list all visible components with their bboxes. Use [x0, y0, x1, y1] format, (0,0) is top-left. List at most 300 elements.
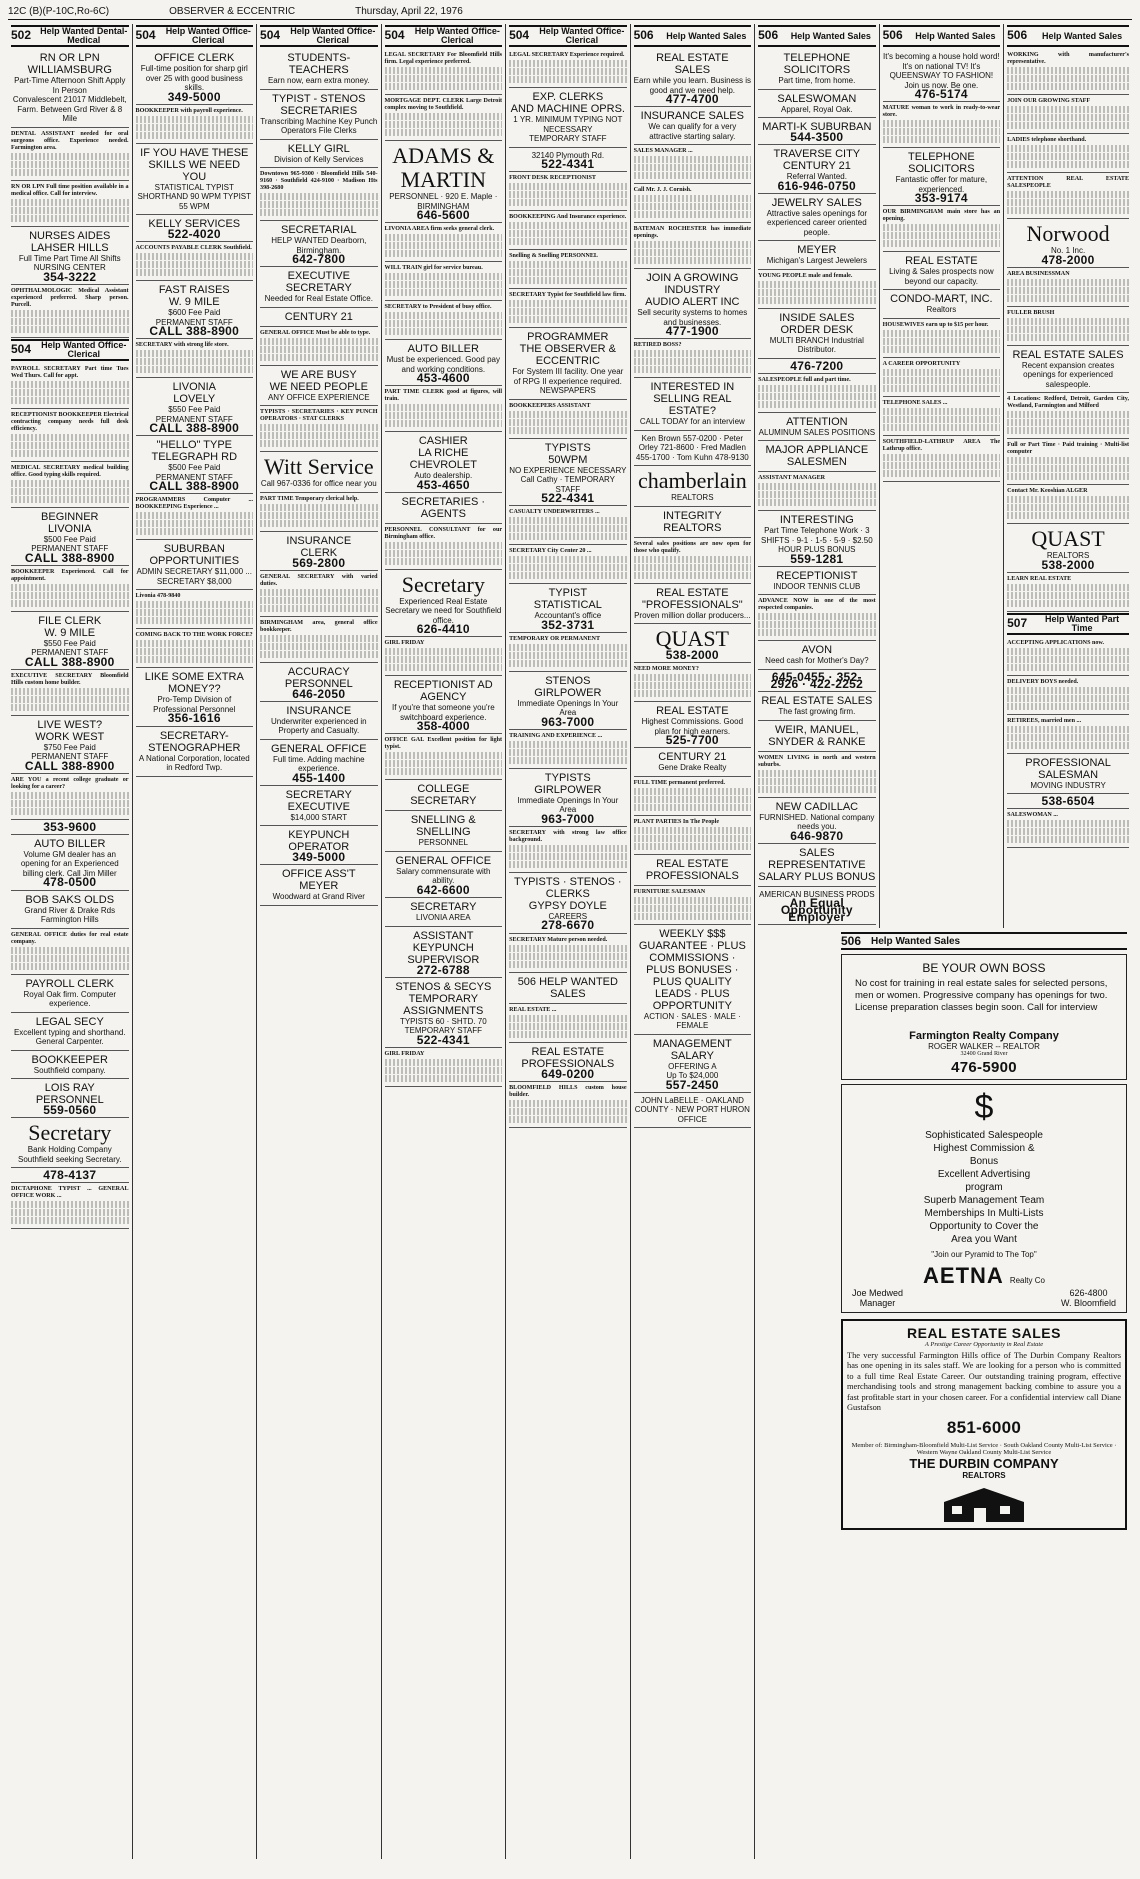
- ad-subhead: Need cash for Mother's Day?: [765, 656, 869, 666]
- ad-subhead: Michigan's Largest Jewelers: [766, 256, 867, 266]
- classified-ad: [136, 669, 254, 726]
- ad-headline: REAL ESTATE: [656, 705, 729, 718]
- ad-subhead-2: PERMANENT STAFF: [155, 317, 233, 327]
- fine-print-line: [758, 613, 876, 620]
- fine-print-line: [509, 191, 627, 198]
- classified-ad: [11, 182, 129, 227]
- fine-print-line: [1007, 161, 1129, 168]
- fine-print-line: [883, 470, 1001, 477]
- fine-print-line: [509, 1116, 627, 1123]
- ad-headline: SECRETARY: [285, 788, 352, 801]
- ad-headline: LOIS RAY PERSONNEL: [35, 1082, 104, 1107]
- section-title: Help Wanted Office-Clerical: [41, 339, 127, 359]
- classified-ad: [758, 888, 876, 926]
- fine-print-line: [1007, 600, 1129, 607]
- ad-headline-2: SOLICITORS: [908, 163, 975, 176]
- fine-print-line: [1007, 279, 1129, 286]
- fine-print-line: [260, 520, 378, 527]
- ad-subhead: MOVING INDUSTRY: [1030, 780, 1106, 790]
- boss-address: 32400 Grand River: [960, 1051, 1008, 1057]
- durbin-members: Member of: Birmingham-Bloomfield Multi-List Service · South Oakland County Multi-List Service · Western Wayne Oakland County Multi-List Service: [851, 1441, 1117, 1456]
- ad-body: SALESPEOPLE full and part time.: [758, 376, 851, 383]
- classified-ad: [260, 664, 378, 702]
- classified-ad: [883, 50, 1001, 102]
- ad-phone: 478-4137: [43, 1168, 97, 1183]
- classified-ad: [260, 453, 378, 493]
- ad-headline: TYPISTS: [544, 771, 591, 784]
- ad-headline: WEIR, MANUEL,: [774, 723, 859, 736]
- aetna-manager-block: [852, 1288, 903, 1308]
- fine-print-line: [385, 281, 503, 288]
- ad-subhead: Apparel, Royal Oak.: [781, 104, 853, 114]
- fine-print-line: [883, 338, 1001, 345]
- ad-subhead: STATISTICAL TYPIST SHORTHAND 90 WPM TYPIST 55 WPM: [137, 182, 252, 211]
- column-1: [8, 24, 133, 1859]
- fine-print-line: [136, 350, 254, 357]
- ad-headline: KELLY SERVICES: [148, 218, 241, 231]
- ad-body: LEGAL SECRETARY Experience required.: [509, 52, 625, 58]
- classified-ad: [136, 630, 254, 668]
- fine-print-line: [385, 234, 503, 241]
- ad-phone: CALL 388-8900: [24, 654, 115, 669]
- ad-body: OFFICE GAL Excellent position for light typist.: [384, 737, 503, 751]
- ad-headline: AUTO BILLER: [407, 343, 479, 356]
- fine-print-line: [1007, 504, 1129, 511]
- fine-print-line: [883, 136, 1001, 143]
- classified-ad: [758, 375, 876, 413]
- ad-headline-2: LOVELY: [173, 393, 216, 406]
- fine-print-line: [385, 289, 503, 296]
- fine-print-line: [634, 572, 752, 579]
- ad-phone: 538-6504: [1041, 794, 1095, 809]
- ad-phone: 642-6600: [416, 882, 470, 897]
- ad-headline-2: W. 9 MILE: [168, 296, 220, 309]
- fine-print-line: [1007, 419, 1129, 426]
- classified-ad: [11, 50, 129, 128]
- fine-print-line: [260, 338, 378, 345]
- ad-body: FURNITURE SALESMAN: [633, 888, 706, 895]
- classified-ad: [883, 320, 1001, 358]
- fine-print-line: [11, 397, 129, 404]
- boss-body: No cost for training in real estate sales for selected persons, men or women. Progressive company has openings for two. License preparation classes begin soon. Call for interview: [855, 978, 1108, 1013]
- ad-subhead: ANY OFFICE EXPERIENCE: [267, 392, 370, 402]
- classified-ad: [758, 596, 876, 641]
- classified-ad: [758, 442, 876, 472]
- fine-print-line: [136, 269, 254, 276]
- fine-print-line: [260, 346, 378, 353]
- ad-phone: 353-9600: [43, 819, 97, 834]
- classified-ad: [509, 935, 627, 973]
- fine-print-line: [1007, 512, 1129, 519]
- ad-headline: STENOS: [545, 674, 591, 687]
- display-ads-block: [838, 928, 1130, 1873]
- fine-print-line: [260, 354, 378, 361]
- classified-ad: [1007, 486, 1129, 524]
- fine-print-line: [634, 804, 752, 811]
- classified-ad: [509, 329, 627, 400]
- boss-phone: 476-5900: [951, 1059, 1017, 1076]
- classified-ad: [136, 340, 254, 378]
- classified-ad: [509, 251, 627, 289]
- aetna-location: W. Bloomfield: [1060, 1297, 1116, 1308]
- fine-print-line: [1007, 114, 1129, 121]
- ad-subhead: The fast growing firm.: [778, 707, 856, 717]
- ad-headline: SECRETARY-: [159, 729, 229, 742]
- classified-ad: [260, 222, 378, 267]
- ad-headline-2: TELEGRAPH RD: [151, 451, 238, 464]
- ad-headline: REAL ESTATE SALES: [1012, 348, 1124, 361]
- fine-print-line: [11, 434, 129, 441]
- ad-subhead-2: PERMANENT STAFF: [155, 472, 233, 482]
- fine-print-line: [634, 827, 752, 834]
- fine-print-line: [11, 704, 129, 711]
- classified-ad: [385, 525, 503, 570]
- ad-subhead: $600 Fee Paid: [168, 308, 221, 318]
- fine-print-line: [11, 496, 129, 503]
- fine-print-line: [11, 600, 129, 607]
- ad-headline: MARTI-K SUBURBAN: [762, 121, 872, 133]
- classified-ad: [758, 310, 876, 359]
- fine-print-line: [509, 419, 627, 426]
- ad-headline-2: SALES: [674, 64, 711, 76]
- column-3: [257, 24, 382, 1859]
- fine-print-line: [1007, 703, 1129, 710]
- fine-print-line: [1007, 836, 1129, 843]
- ad-headline: PROGRAMMER: [527, 331, 609, 344]
- fine-print-line: [385, 760, 503, 767]
- fine-print-line: [758, 401, 876, 408]
- fine-print-line: [385, 1059, 503, 1066]
- fine-print-line: [758, 393, 876, 400]
- classified-ad: [11, 509, 129, 566]
- fine-print-line: [385, 752, 503, 759]
- fine-print-line: [1007, 75, 1129, 82]
- ad-phone: 354-3222: [43, 269, 97, 284]
- issue-date: Thursday, April 22, 1976: [355, 6, 463, 17]
- classified-ad: [1007, 220, 1129, 268]
- ad-subhead: Underwriter experienced in Property and Casualty.: [270, 716, 367, 736]
- classified-ad: [11, 1169, 129, 1183]
- classified-ad: [260, 827, 378, 865]
- fine-print-line: [509, 427, 627, 434]
- ad-subhead: Needed for Real Estate Office.: [264, 294, 373, 304]
- ad-headline-2: TEMPORARY ASSIGNMENTS: [403, 992, 484, 1017]
- fine-print-line: [883, 385, 1001, 392]
- fine-print-line: [634, 211, 752, 218]
- ad-headline: BEGINNER: [41, 510, 99, 523]
- fine-print-line: [1007, 67, 1129, 74]
- ad-body: Full or Part Time · Paid training · Multi-list computer: [1007, 442, 1130, 456]
- classified-ad: [509, 173, 627, 211]
- classified-ad: [260, 50, 378, 90]
- fine-print-line: [509, 556, 627, 563]
- fine-print-line: [634, 249, 752, 256]
- ad-subhead-2: PERMANENT STAFF: [31, 648, 109, 658]
- fine-print-line: [883, 377, 1001, 384]
- ad-logo: Secretary: [401, 571, 485, 597]
- classified-ad: [634, 467, 752, 507]
- classified-ad: [385, 1049, 503, 1087]
- ad-headline-2: KEYPUNCH SUPERVISOR: [407, 941, 480, 966]
- fine-print-line: [11, 792, 129, 799]
- classified-ad: [11, 821, 129, 835]
- ad-headline-2: AUDIO ALERT INC: [645, 296, 740, 309]
- section-title: Help Wanted Office-Clerical: [165, 26, 251, 45]
- fine-print-line: [136, 116, 254, 123]
- classified-ad: [883, 207, 1001, 252]
- section-number: 507: [1007, 616, 1028, 631]
- ad-body: BATEMAN ROCHESTER has immediate openings.: [633, 226, 752, 240]
- classified-ad: [758, 91, 876, 119]
- ad-phone: CALL 388-8900: [24, 758, 115, 773]
- ad-headline: TELEPHONE: [908, 151, 975, 164]
- fine-print-line: [509, 953, 627, 960]
- ad-subhead: Bank Holding Company Southfield seeking Secretary.: [18, 1145, 122, 1164]
- classified-ad: [11, 286, 129, 338]
- fine-print-line: [11, 381, 129, 388]
- ad-phone: 626-4410: [416, 622, 470, 637]
- classified-ad: [509, 770, 627, 827]
- fine-print-line: [11, 947, 129, 954]
- ad-headline-2: ORDER DESK: [780, 323, 854, 336]
- fine-print-line: [385, 113, 503, 120]
- fine-print-line: [385, 320, 503, 327]
- ad-logo: Secretary: [28, 1120, 112, 1146]
- ad-phone: 476-7200: [790, 358, 844, 373]
- section-number: 506: [758, 28, 779, 43]
- fine-print-line: [634, 172, 752, 179]
- ad-phone: 278-6670: [541, 918, 595, 933]
- ad-subhead: Attractive sales openings for experienced career oriented people.: [766, 208, 868, 237]
- ad-headline: MANAGEMENT: [652, 1037, 732, 1050]
- fine-print-line: [509, 652, 627, 659]
- fine-print-line: [385, 404, 503, 411]
- ad-subhead: REALTORS: [671, 493, 714, 503]
- classified-ad: [509, 1005, 627, 1043]
- fine-print-line: [634, 358, 752, 365]
- classified-ad: [883, 291, 1001, 319]
- classified-ad: [758, 473, 876, 511]
- classified-ad: [509, 212, 627, 250]
- aetna-brand-sub: Realty Co: [1009, 1275, 1045, 1285]
- fine-print-line: [385, 664, 503, 671]
- ad-phone: 272-6788: [416, 962, 470, 977]
- fine-print-line: [1007, 828, 1129, 835]
- fine-print-line: [136, 261, 254, 268]
- classified-ad: [385, 341, 503, 386]
- ad-headline-2: 50WPM: [548, 453, 588, 466]
- fine-print-line: [1007, 742, 1129, 749]
- classified-ad: [385, 50, 503, 95]
- ad-headline-2: LAHSER HILLS: [30, 241, 109, 254]
- fine-print-line: [509, 277, 627, 284]
- ad-body: FULL TIME permanent preferred.: [633, 779, 725, 786]
- classified-ad: [883, 437, 1001, 482]
- classified-ad: [136, 728, 254, 777]
- fine-print-line: [11, 1209, 129, 1216]
- ad-logo: QUAST: [655, 626, 729, 652]
- pyramid-line: Highest Commission & Bonus: [933, 1143, 1035, 1167]
- ad-headline: JOIN A GROWING INDUSTRY: [646, 272, 739, 297]
- fine-print-line: [260, 597, 378, 604]
- ad-headline: FAST RAISES: [158, 284, 230, 297]
- ad-headline-2: SALARY PLUS BONUS: [758, 870, 876, 883]
- fine-print-line: [1007, 106, 1129, 113]
- section-header: [509, 25, 627, 47]
- ad-headline-2: WE NEED PEOPLE: [269, 380, 368, 393]
- classified-ad: [11, 775, 129, 820]
- ad-phone: 522-4341: [541, 491, 595, 506]
- ad-body: RN OR LPN Full time position available in a medical office. Call for interview.: [11, 183, 129, 197]
- classified-ad: [385, 571, 503, 638]
- fine-print-line: [11, 963, 129, 970]
- classified-ad: [883, 253, 1001, 290]
- aetna-phone-block: [1061, 1288, 1116, 1308]
- classified-ad: [260, 407, 378, 452]
- fine-print-line: [11, 450, 129, 457]
- classified-ad: [260, 703, 378, 740]
- classified-ad: [509, 290, 627, 328]
- ad-subhead: CALL TODAY for an interview: [639, 417, 745, 427]
- ad-headline-2: EXECUTIVE: [287, 800, 350, 813]
- boss-person: ROGER WALKER -- REALTOR: [928, 1041, 1040, 1051]
- ad-subhead: Ken Brown 557-0200 · Peter Orley 721-8600 · Fred Madlen 455-1700 · Tom Kuhn 478-9130: [635, 433, 749, 462]
- classified-ad: [385, 638, 503, 676]
- ad-body: BOOKKEEPING And Insurance experience.: [509, 214, 627, 221]
- classified-ad: [634, 108, 752, 145]
- fine-print-line: [883, 424, 1001, 431]
- house-logo-icon: [934, 1484, 1034, 1524]
- classified-ad: [634, 539, 752, 584]
- fine-print-line: [883, 462, 1001, 469]
- fine-print-line: [385, 648, 503, 655]
- classified-ad: [509, 731, 627, 769]
- ad-headline: NURSES AIDES: [29, 229, 111, 242]
- ad-body: MATURE woman to work in ready-to-wear store.: [882, 105, 1001, 119]
- classified-ad: [509, 507, 627, 545]
- ad-subhead: Realtors: [926, 305, 957, 315]
- classified-ad: [11, 671, 129, 716]
- ad-headline-2: REALTORS: [663, 521, 722, 534]
- classified-ad: [509, 585, 627, 633]
- fine-print-line: [1007, 457, 1129, 464]
- ad-headline: 506 HELP WANTED SALES: [517, 975, 618, 1000]
- ad-subhead: Woodward at Grand River: [272, 892, 365, 902]
- ad-headline: TYPIST - STENOS: [272, 92, 366, 105]
- classified-ad: [634, 1036, 752, 1093]
- durbin-title: REAL ESTATE SALES: [907, 1324, 1061, 1341]
- classified-ad: [260, 328, 378, 366]
- pyramid-list: [919, 1129, 1049, 1246]
- ad-headline-2: SECRETARIES: [280, 104, 358, 117]
- section-header: [883, 25, 1001, 47]
- classified-ad: [1007, 174, 1129, 219]
- classified-ad: [634, 703, 752, 748]
- ad-body: PROGRAMMERS Computer ... BOOKKEEPING Experience ...: [135, 497, 254, 511]
- classified-ad: [136, 541, 254, 590]
- classified-ad: [509, 1044, 627, 1082]
- paper-name: OBSERVER & ECCENTRIC: [169, 6, 296, 17]
- ad-body: FULLER BRUSH: [1007, 309, 1055, 316]
- ad-body: NEED MORE MONEY?: [633, 666, 699, 673]
- durbin-ad: [841, 1319, 1127, 1531]
- ad-subhead: $14,000 START: [290, 812, 348, 822]
- fine-print-line: [385, 83, 503, 90]
- classified-ad: [634, 1094, 752, 1129]
- classified-ad: [136, 106, 254, 144]
- classified-ad: [758, 119, 876, 145]
- fine-print-line: [758, 491, 876, 498]
- classified-ad: [260, 91, 378, 140]
- ad-headline: WE ARE BUSY: [280, 368, 357, 381]
- fine-print-line: [758, 499, 876, 506]
- ad-phone: 569-2800: [292, 555, 346, 570]
- fine-print-line: [509, 76, 627, 83]
- fine-print-line: [1007, 687, 1129, 694]
- section-header: [385, 25, 503, 47]
- classified-ad: [509, 401, 627, 439]
- fine-print-line: [1007, 318, 1129, 325]
- classified-ad: [385, 494, 503, 524]
- ad-phone: 522-4341: [541, 157, 595, 171]
- classified-ad: [758, 512, 876, 567]
- ad-headline: TYPISTS · STENOS · CLERKS: [514, 875, 622, 900]
- classified-ad: [758, 568, 876, 596]
- classified-ad: [11, 613, 129, 670]
- fine-print-line: [11, 207, 129, 214]
- ad-headline: MEYER: [797, 244, 837, 257]
- section-number: 504: [11, 342, 32, 357]
- fine-print-line: [634, 835, 752, 842]
- fine-print-line: [1007, 199, 1129, 206]
- fine-print-line: [509, 411, 627, 418]
- classified-ad: [260, 309, 378, 327]
- ad-body: RETIREES, married men ...: [1007, 717, 1082, 724]
- ad-headline-2: MEYER: [299, 880, 339, 893]
- fine-print-line: [509, 60, 627, 67]
- ad-headline-2: PROFESSIONALS: [521, 1057, 615, 1070]
- ad-subhead-2: TEMPORARY STAFF: [529, 134, 607, 143]
- fine-print-line: [11, 584, 129, 591]
- section-title: Help Wanted Sales: [1041, 30, 1123, 41]
- fine-print-line: [136, 253, 254, 260]
- fine-print-line: [11, 326, 129, 333]
- pyramid-line: Opportunity to Cover the Area you Want: [929, 1221, 1039, 1245]
- section-number: 506: [882, 28, 903, 43]
- ad-subhead-2: Up To $24,000: [666, 1071, 719, 1081]
- ad-body: PAYROLL SECRETARY Part time Tues Wed Thurs. Call for appt.: [11, 365, 129, 379]
- ad-phone: 477-1900: [665, 324, 719, 339]
- ad-subhead: Living & Sales prospects now beyond our capacity.: [889, 267, 994, 286]
- durbin-subtitle: A Prestige Career Opportunity in Real Estate: [924, 1340, 1044, 1348]
- ad-headline-2: CLERK: [300, 546, 338, 559]
- classified-ad: [260, 268, 378, 308]
- fine-print-line: [509, 1108, 627, 1115]
- durbin-company-sub: REALTORS: [962, 1470, 1006, 1480]
- ad-body: A CAREER OPPORTUNITY: [882, 360, 961, 367]
- fine-print-line: [1007, 648, 1129, 655]
- classified-ad: [260, 741, 378, 786]
- classified-ad: [758, 845, 876, 887]
- classified-ad: [634, 817, 752, 855]
- column-4: [382, 24, 507, 1859]
- section-number: 504: [135, 28, 156, 43]
- fine-print-line: [11, 199, 129, 206]
- classified-ad: [758, 50, 876, 90]
- ad-headline: STENOS & SECYS: [395, 980, 492, 993]
- ad-phone: 538-2000: [665, 648, 719, 663]
- ad-phone: 455-1400: [292, 770, 346, 785]
